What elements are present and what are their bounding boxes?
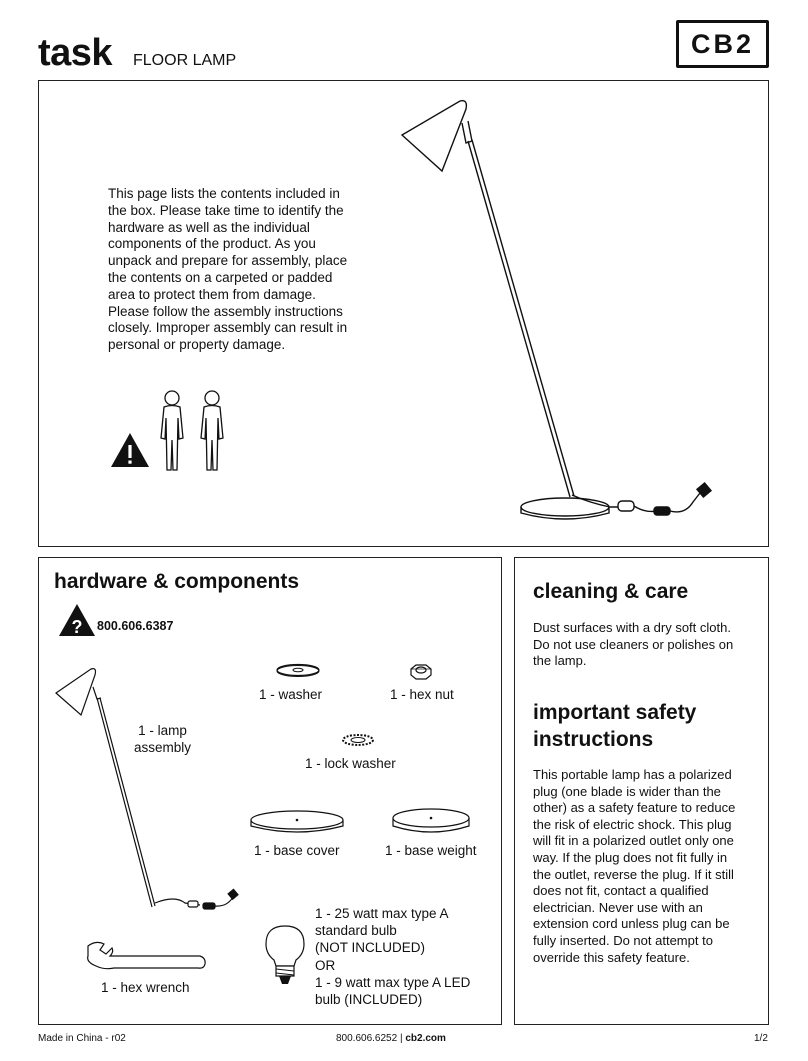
- label-bulb: 1 - 25 watt max type A standard bulb (NOT INCLUDED) OR 1 - 9 watt max type A LED bulb (INCLUDED): [315, 906, 471, 1008]
- page-number: 1/2: [754, 1033, 768, 1044]
- label-washer: 1 - washer: [259, 687, 323, 702]
- label-base-weight: 1 - base weight: [385, 843, 477, 858]
- lamp-assembly-illustration: [55, 665, 245, 915]
- footer-separator: |: [399, 1033, 403, 1044]
- footer-website[interactable]: cb2.com: [405, 1033, 446, 1044]
- base-cover-icon: [249, 808, 345, 838]
- intro-text: This page lists the contents included in the box. Please take time to identify the hardware as well as the individual components of the product. As you unpack and prepare for assembly, place the contents on a carpeted or padded area to protect them from damage. Please follow the assembly instructions closely. Improper assembly can result in personal or property damage.: [108, 186, 348, 353]
- page-title: task: [38, 32, 113, 74]
- two-person-icon: [152, 388, 232, 472]
- footer-phone: 800.606.6252: [336, 1033, 398, 1044]
- care-heading: cleaning & care: [533, 580, 689, 603]
- base-weight-icon: [391, 806, 471, 838]
- footer-origin: Made in China - r02: [38, 1033, 126, 1044]
- warning-icon: [110, 432, 150, 468]
- question-icon: [58, 603, 96, 637]
- label-hex-wrench: 1 - hex wrench: [101, 980, 190, 995]
- lock-washer-icon: [341, 733, 375, 747]
- bulb-icon: [264, 924, 306, 986]
- label-hex-nut: 1 - hex nut: [390, 687, 454, 702]
- safety-heading: important safety instructions: [533, 701, 697, 751]
- svg-text:?: ?: [71, 617, 83, 637]
- hardware-heading: hardware & components: [54, 570, 300, 593]
- footer-contact: [336, 1033, 446, 1045]
- page-subtitle: FLOOR LAMP: [133, 52, 237, 69]
- safety-text: This portable lamp has a polarized plug (one blade is wider than the other) as a safety feature to reduce the risk of electric shock. This plug will fit in a polarized outlet only one way. If the plug does not fit fully in the outlet, reverse the plug. If it still does not fit, contact a qualified electrician. Never use with an extension cord unless plug can be fully inserted. Do not attempt to override this safety feature.: [533, 767, 736, 965]
- brand-logo: CB2: [676, 20, 769, 68]
- label-lock-washer: 1 - lock washer: [305, 756, 396, 771]
- washer-icon: [275, 662, 321, 678]
- label-base-cover: 1 - base cover: [254, 843, 340, 858]
- floor-lamp-illustration: [400, 95, 720, 535]
- support-phone: 800.606.6387: [97, 619, 174, 633]
- hex-wrench-icon: [84, 940, 208, 972]
- label-lamp-assembly: 1 - lamp assembly: [134, 723, 192, 755]
- hex-nut-icon: [409, 664, 433, 680]
- care-text: Dust surfaces with a dry soft cloth. Do not use cleaners or polishes on the lamp.: [533, 620, 734, 669]
